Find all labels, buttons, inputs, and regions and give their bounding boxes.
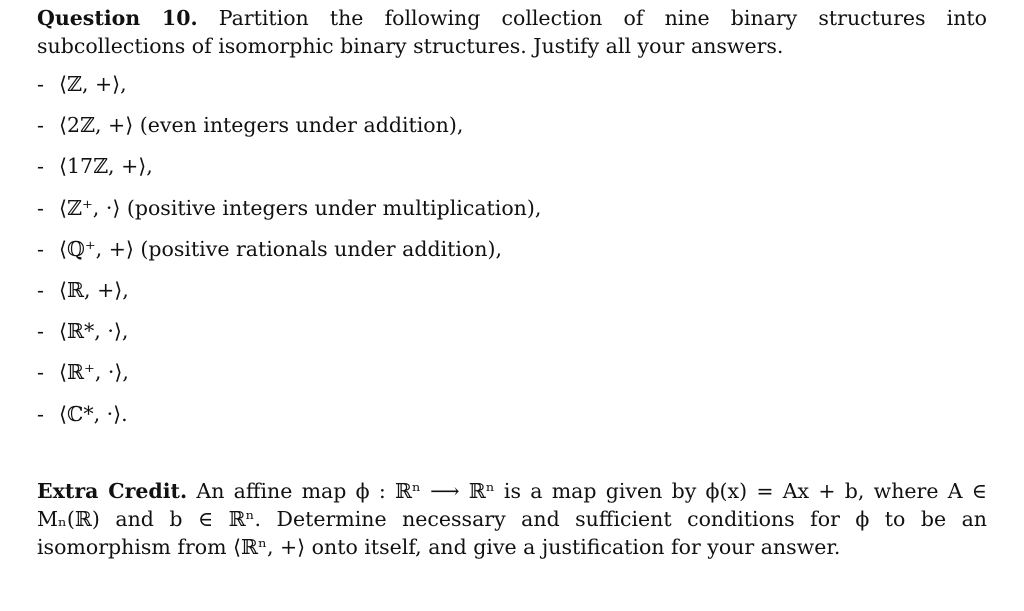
list-item	[37, 237, 987, 278]
extra-credit-paragraph	[37, 477, 987, 561]
list-marker: -	[37, 319, 44, 344]
structure-text: ⟨ℤ, +⟩,	[59, 72, 127, 96]
list-marker: -	[37, 113, 44, 138]
list-item	[37, 154, 987, 195]
question-label: Question 10.	[37, 6, 198, 30]
list-item	[37, 360, 987, 401]
list-marker: -	[37, 360, 44, 385]
list-item	[37, 196, 987, 237]
document-page	[37, 4, 987, 561]
list-item	[37, 402, 987, 443]
structure-text: ⟨ℝ*, ·⟩,	[59, 319, 129, 344]
list-item	[37, 319, 987, 360]
list-marker: -	[37, 72, 44, 96]
list-marker: -	[37, 401, 44, 426]
list-marker: -	[37, 154, 44, 179]
structure-text: ⟨ℂ*, ·⟩.	[59, 401, 128, 426]
extra-credit-label: Extra Credit.	[37, 478, 188, 503]
extra-credit-text: An affine map ϕ : ℝⁿ ⟶ ℝⁿ is a map given by ϕ(x) = Ax + b, where A ∈ Mₙ(ℝ) and b ∈ ℝⁿ. Determine necessary and sufficient conditions for ϕ to be an isomorphism from ⟨ℝⁿ, +⟩ onto itself, and give a justification for your answer.	[37, 478, 987, 559]
structure-text: ⟨ℤ⁺, ·⟩ (positive integers under multiplication),	[59, 195, 542, 220]
structure-text: ⟨17ℤ, +⟩,	[59, 154, 153, 179]
list-item	[37, 278, 987, 319]
question-text: Partition the following collection of nine binary structures into subcollections of isomorphic binary structures. Justify all your answers.	[37, 6, 987, 58]
list-marker: -	[37, 277, 44, 302]
structure-text: ⟨2ℤ, +⟩ (even integers under addition),	[59, 113, 464, 138]
structures-list	[37, 72, 987, 443]
structure-text: ⟨ℝ⁺, ·⟩,	[59, 360, 129, 385]
list-item	[37, 113, 987, 154]
structure-text: ⟨ℝ, +⟩,	[59, 277, 129, 302]
list-marker: -	[37, 195, 44, 220]
list-marker: -	[37, 236, 44, 261]
question-paragraph	[37, 4, 987, 60]
structure-text: ⟨ℚ⁺, +⟩ (positive rationals under addition),	[59, 236, 502, 261]
list-item	[37, 72, 987, 113]
